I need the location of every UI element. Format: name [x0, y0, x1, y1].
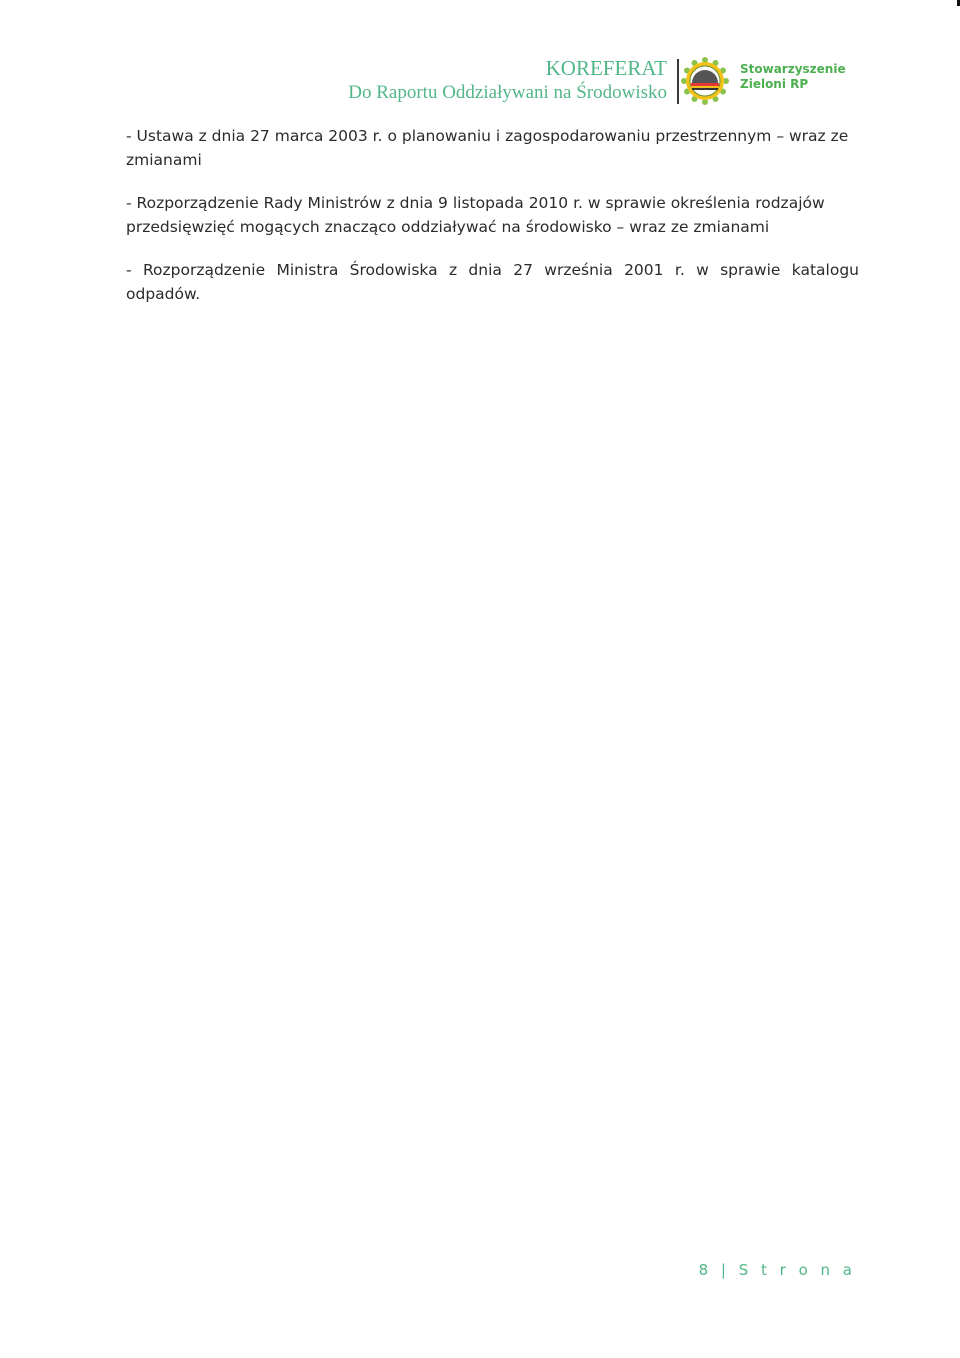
sunflower-logo-icon	[680, 56, 730, 106]
header-divider	[677, 59, 679, 104]
page-number: 8 | S t r o n a	[698, 1261, 856, 1279]
org-name-line1: Stowarzyszenie	[740, 62, 846, 76]
organization-name	[740, 62, 846, 92]
paragraph: - Rozporządzenie Rady Ministrów z dnia 9 listopada 2010 r. w sprawie określenia rodzajów przedsięwzięć mogących znacząco oddziaływać na środowisko – wraz ze zmianami	[126, 194, 825, 236]
org-name-line2: Zieloni RP	[740, 77, 809, 91]
paragraph: - Ustawa z dnia 27 marca 2003 r. o planowaniu i zagospodarowaniu przestrzennym – wraz ze zmianami	[126, 127, 849, 169]
header-subtitle: Do Raportu Oddziaływani na Środowisko	[348, 82, 667, 103]
document-body	[126, 124, 859, 325]
header-title: KOREFERAT	[545, 56, 667, 80]
report-header	[348, 57, 667, 106]
paragraph: - Rozporządzenie Ministra Środowiska z dnia 27 września 2001 r. w sprawie katalogu odpadów.	[126, 261, 859, 303]
